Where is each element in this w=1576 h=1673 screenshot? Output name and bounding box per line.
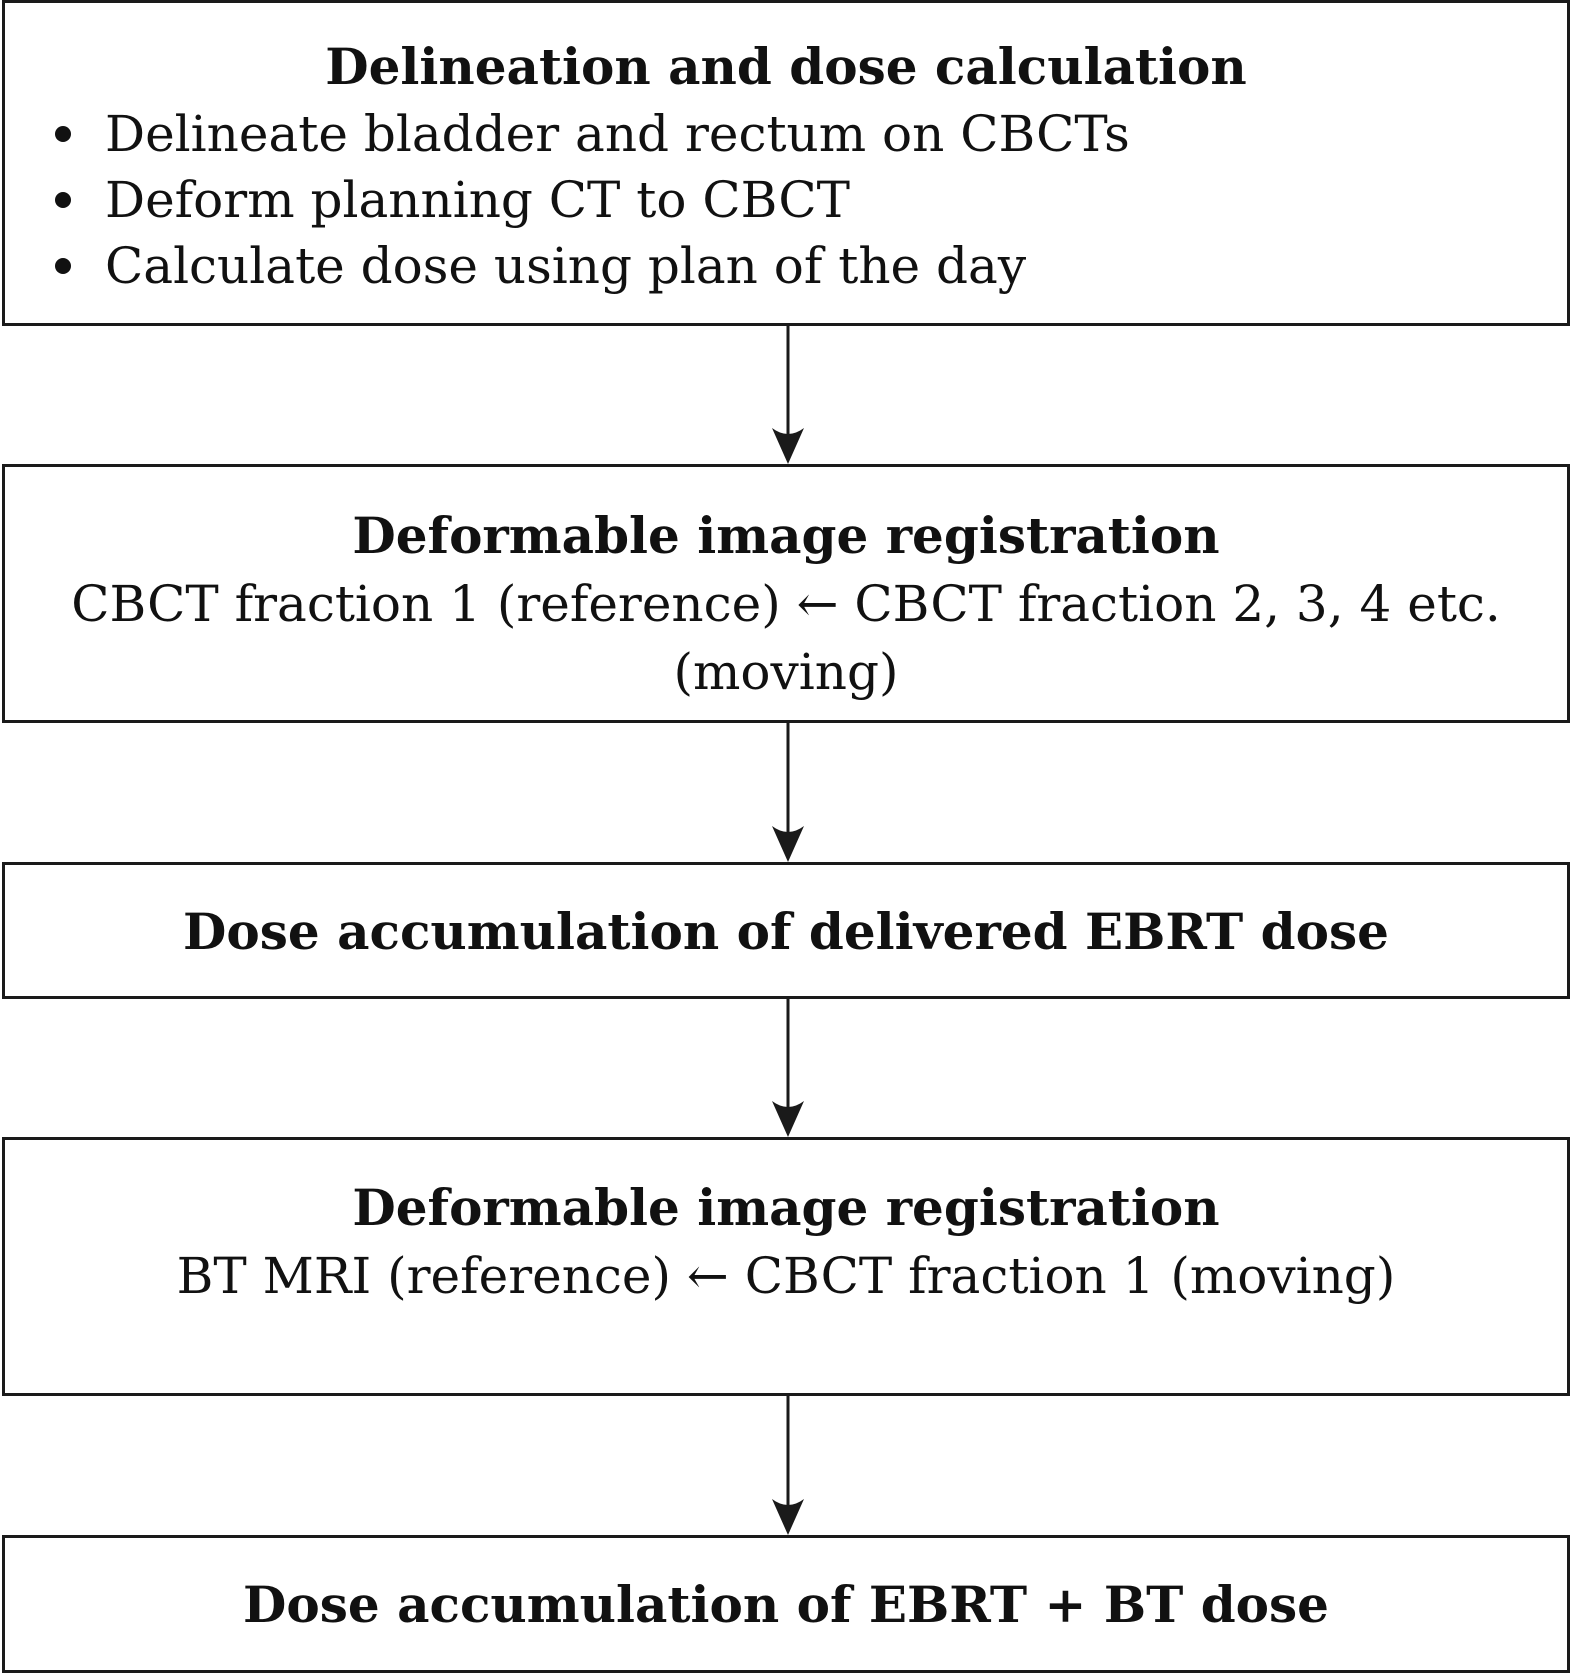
- step-box-total-accumulation: [2, 1535, 1570, 1673]
- step-line: BT MRI (reference) ← CBCT fraction 1 (moving): [176, 1247, 1396, 1305]
- bullet-dot-icon: [55, 192, 71, 208]
- bullet-item: [51, 233, 1567, 299]
- step-title: Delineation and dose calculation: [325, 37, 1247, 96]
- step-box-ebrt-accumulation: [2, 862, 1570, 999]
- bullet-text: Calculate dose using plan of the day: [105, 237, 1027, 295]
- bullet-dot-icon: [55, 126, 71, 142]
- arrowhead-icon: [772, 1499, 804, 1535]
- bullet-item: [51, 167, 1567, 233]
- step-bullet-list: [5, 101, 1567, 299]
- bullet-dot-icon: [55, 258, 71, 274]
- arrowhead-icon: [772, 1101, 804, 1137]
- step-title: Dose accumulation of EBRT + BT dose: [243, 1575, 1329, 1634]
- step-box-delineation: [2, 0, 1570, 326]
- step-line: CBCT fraction 1 (reference) ← CBCT fraction 2, 3, 4 etc.: [71, 575, 1501, 633]
- bullet-item: [51, 101, 1567, 167]
- step-box-dir-cbct: [2, 464, 1570, 723]
- bullet-text: Deform planning CT to CBCT: [105, 171, 850, 229]
- step-title: Deformable image registration: [352, 506, 1220, 565]
- step-box-dir-mri: [2, 1137, 1570, 1396]
- arrowhead-icon: [772, 826, 804, 862]
- step-line: (moving): [673, 643, 899, 701]
- bullet-text: Delineate bladder and rectum on CBCTs: [105, 105, 1130, 163]
- step-title: Deformable image registration: [352, 1178, 1220, 1237]
- step-title: Dose accumulation of delivered EBRT dose: [183, 902, 1389, 961]
- arrowhead-icon: [772, 428, 804, 464]
